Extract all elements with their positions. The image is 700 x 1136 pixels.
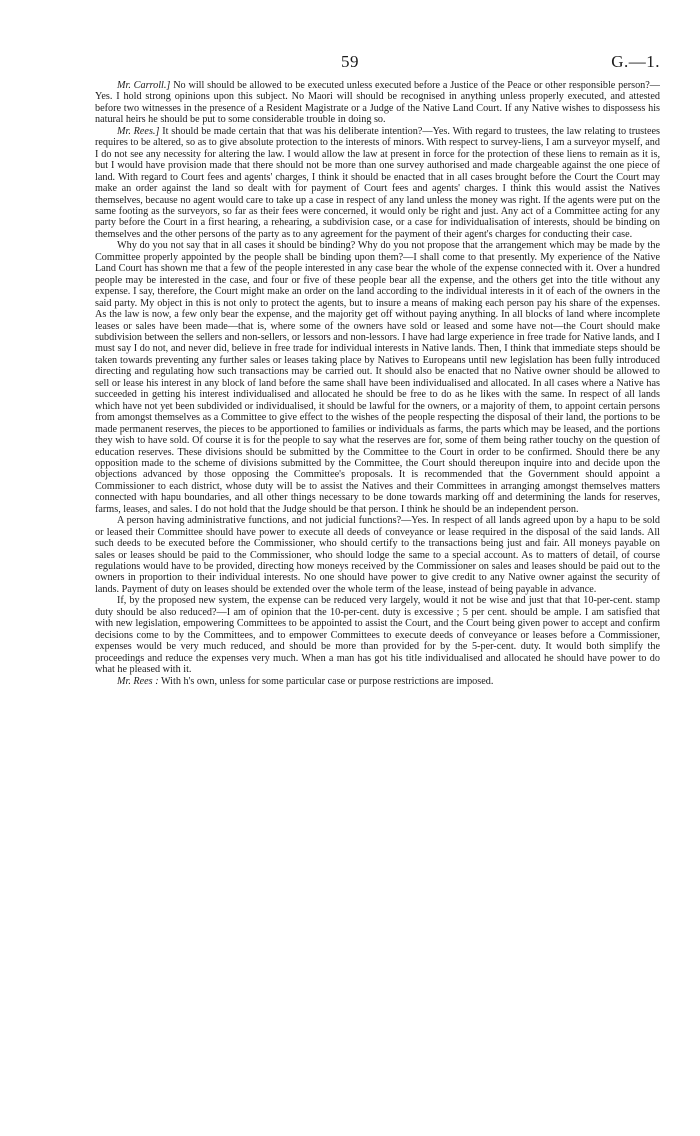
speaker-label: Mr. Rees : [117,675,159,687]
speaker-label: Mr. Carroll.] [117,80,171,91]
body-text [95,80,660,687]
speaker-label: Mr. Rees.] [117,125,160,137]
page-number: 59 [341,52,359,71]
paragraph [95,80,660,126]
paragraph-text: No will should be allowed to be executed unless executed before a Justice of the Peace or other responsible person?—Yes. I hold strong opinions upon this subject. No Maori will should be recognised in anything unless properly executed, and attested before two witnesses in the presence of a Resident Magistrate or a Judge of the Native Land Court. If any Native wishes to dispossess his natural heirs he should be put to some considerable trouble in doing so. [95,80,660,126]
paragraph [95,240,660,515]
paragraph-text: A person having administrative functions, and not judicial functions?—Yes. In respect of all lands agreed upon by a hapu to be sold or leased their Committee should have power to execute all deeds of conveyance or lease required in the disposal of the said lands. All such deeds to be executed before the Commissioner, who should certify to the transactions being just and fair. All moneys payable on sales or leases should be paid to the Commissioner, who should lodge the same to a special account. As to matters of detail, of course regulations would have to be provided, directing how moneys received by the Commissioner on sales and leases should be paid out to the owners in proportion to their individual interests. No one should have power to give credit to any Native owner against the security of lands. Payment of duty on leases should be extended over the whole term of the lease, instead of being payable in advance. [95,515,660,595]
page-header [0,44,700,74]
paragraph-text: It should be made certain that that was his deliberate intention?—Yes. With regard to trustees, the law relating to trustees requires to be altered, so as to give absolute protection to the interests of minors. With respect to survey-liens, I am a surveyor myself, and I do not see any necessity for altering the law. I would allow the law at present in force for the protection of these liens to remain as it is, but I would have provision made that there should not be more than one survey authorised and made chargeable against the one piece of land. With regard to Court fees and agents' charges, I think it should be enacted that in all cases brought before the Court the Court may make an order against the land so dealt with for payment of Court fees and agents' charges. I think this would assist the Natives themselves, because no agent would care to take up a case in respect of any land unless the money was right. If the agents were put on the same footing as the surveyors, so far as their fees were concerned, it would only be right and just. Any act of a Committee acting for any party before the Court in a first hearing, a rehearing, a subdivision case, or a case for individualisation of interests, should be binding on themselves and the other persons of the party as to any agreement for the payment of their agent's charges for conducting their case. [95,125,660,240]
paragraph [95,676,660,687]
paragraph [95,126,660,241]
paragraph [95,595,660,675]
paragraph-text: Why do you not say that in all cases it should be binding? Why do you not propose that the arrangement which may be made by the Committee properly appointed by the people shall be binding upon them?—I shall come to that presently. My experience of the Native Land Court has shown me that a few of the people interested in any case bear the whole of the expense connected with it. Over a hundred people may be interested in the case, and four or five of these people bear all the expense, and the others get into the title without any expense. I say, therefore, the Court might make an order on the land according to the individual interests in it of each of the owners in the said party. My object in this is not only to protect the agents, but to insure a means of making each person pay his share of the expenses. As the law is now, a few only bear the expense, and the majority get off without paying anything. In all blocks of land where incomplete leases or sales have been made—that is, where some of the owners have sold or leased and some have not—the Court should make subdivision between the sellers and non-sellers, or lessors and non-lessors. I have had large experience in free trade for Native lands, and I must say I do not, and never did, believe in free trade for individual interests in Native lands. Then, I think that immediate steps should be taken towards preventing any further sales or leases taking place by Natives to Europeans until new legislation has been fully introduced directing and regulating how such transactions may be carried out. It should also be enacted that no Native owner should be allowed to sell or lease his interest in any block of land before the same shall have been individualised and allocated. In all cases where a Native has succeeded in getting his interest individualised and allocated he should be free to do as he likes with the same. In respect of all lands which have not yet been subdivided or individualised, it should be lawful for the owners, or a majority of them, to appoint certain persons from amongst themselves as a Committee to give effect to the wishes of the people respecting the disposal of their land, the portions to be made permanent reserves, the pieces to be apportioned to families or individuals as farms, the parts which may be leased, and the portions they wish to have sold. Of course it is for the people to say what the reserves are for, some of them being rather touchy on the question of education reserves. These divisions should be submitted by the Committee to the Court in order to be confirmed. Should there be any opposition made to the scheme of divisions submitted by the Committee, the Court should thereupon inquire into and decide upon the objections advanced by those opposing the Committee's proposals. It is recommended that the Government should appoint a Commissioner to each district, whose duty will be to assist the Natives and their Committees in arranging amongst themselves matters connected with hapu boundaries, and all other things necessary to be done towards marking off and determining the lands for reserves, farms, leases, and sales. I do not hold that the Judge should be that person. I think he should be an independent person. [95,240,660,515]
paragraph-text: With h's own, unless for some particular case or purpose restrictions are imposed. [158,675,494,687]
document-reference: G.—1. [611,52,660,71]
paragraph [95,515,660,595]
paragraph-text: If, by the proposed new system, the expense can be reduced very largely, would it not be wise and just that that 10-per-cent. stamp duty should be also reduced?—I am of opinion that the 10-per-cent. duty is excessive ; 5 per cent. should be ample. I am satisfied that with new legislation, empowering Committees to be appointed to assist the Court, and the Court being given power to accept and confirm decisions come to by the Committees, and to empower Committees to execute deeds of conveyance or leases before a Commissioner, expenses would be very much reduced, and should be more than provided for by the 5-per-cent. duty. It would both simplify the proceedings and reduce the expenses very much. When a man has got his title individualised and allocated he should have power to do what he pleased with it. [95,595,660,676]
